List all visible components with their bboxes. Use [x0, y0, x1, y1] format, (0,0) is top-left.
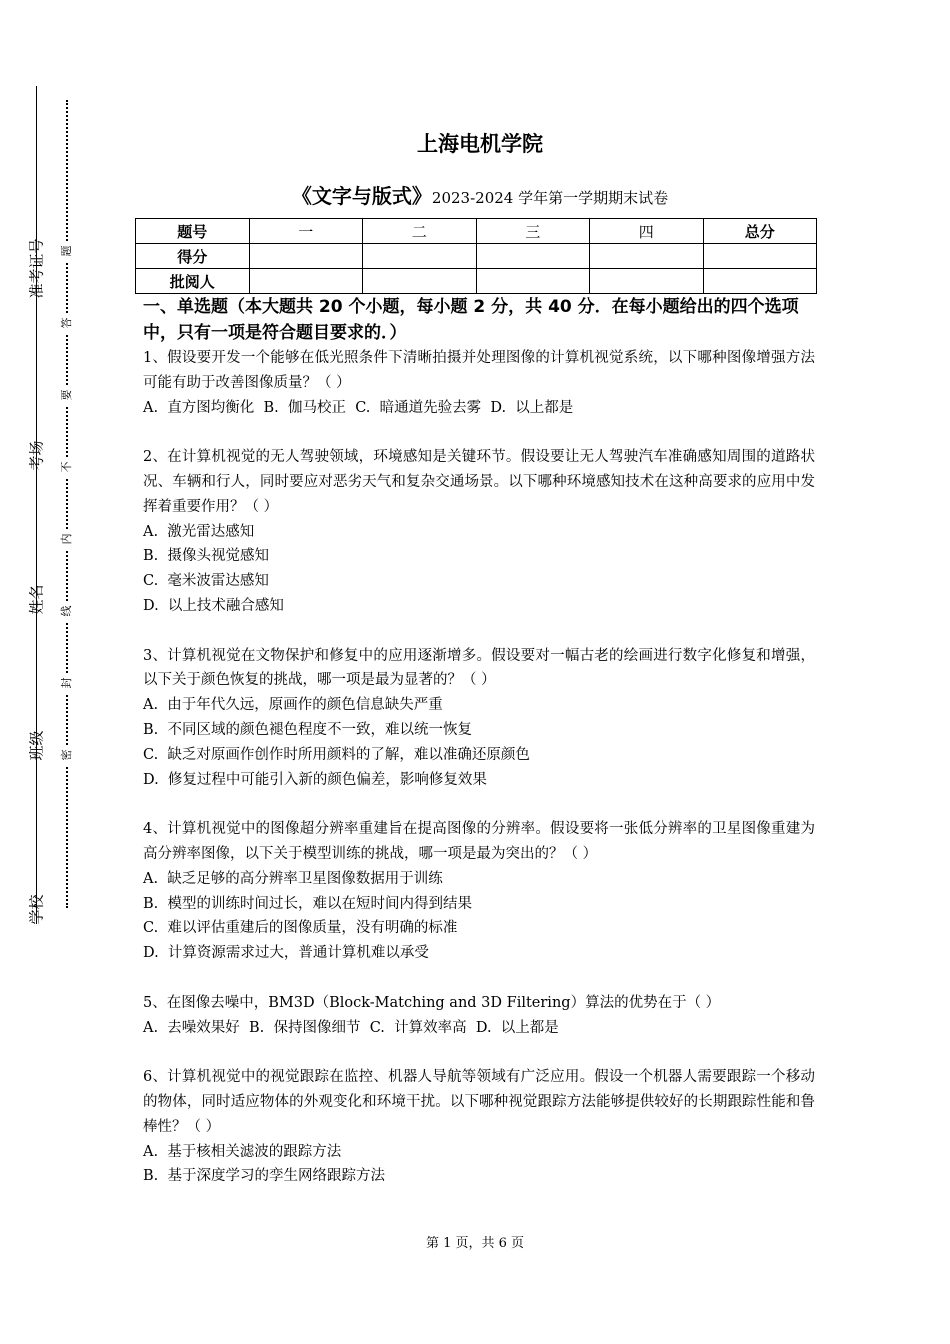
question-stem: 6、计算机视觉中的视觉跟踪在监控、机器人导航等领域有广泛应用。假设一个机器人需要跟踪一个移动的物体，同时适应物体的外观变化和环境干扰。以下哪种视觉跟踪方法能够提供较好的长期跟踪性能和鲁棒性？（ ） — [143, 1069, 815, 1135]
score-cell[interactable] — [476, 269, 590, 294]
option-b: B. 基于深度学习的孪生网络跟踪方法 — [143, 1168, 385, 1185]
option-c: C. 毫米波雷达感知 — [143, 573, 269, 590]
page-footer: 第 1 页，共 6 页 — [425, 1236, 525, 1251]
option-d: D. 修复过程中可能引入新的颜色偏差，影响修复效果 — [143, 771, 487, 788]
binding-char: 不 — [60, 457, 74, 477]
question-2 — [143, 445, 815, 619]
question-1 — [143, 346, 815, 420]
option-c: C. 难以评估重建后的图像质量，没有明确的标准 — [143, 920, 458, 937]
option-a: A. 激光雷达感知 — [143, 523, 255, 540]
course-name: 《文字与版式》 — [291, 184, 432, 208]
score-cell[interactable] — [590, 244, 704, 269]
score-table-row — [136, 269, 817, 294]
option-b: B. 模型的训练时间过长，难以在短时间内得到结果 — [143, 895, 472, 912]
score-header-cell: 总分 — [703, 219, 817, 244]
question-options: A. 直方图均衡化 B. 伽马校正 C. 暗通道先验去雾 D. 以上都是 — [143, 399, 574, 416]
score-header-cell: 三 — [476, 219, 590, 244]
option-a: A. 缺乏足够的高分辨率卫星图像数据用于训练 — [143, 870, 443, 887]
school-name: 上海电机学院 — [417, 132, 543, 156]
question-stem: 5、在图像去噪中，BM3D（Block-Matching and 3D Filtering）算法的优势在于（ ） — [143, 994, 721, 1011]
question-stem: 3、计算机视觉在文物保护和修复中的应用逐渐增多。假设要对一幅古老的绘画进行数字化修复和增强，以下关于颜色恢复的挑战，哪一项是最为显著的？（ ） — [143, 647, 815, 689]
question-5 — [143, 991, 815, 1041]
option-d: D. 计算资源需求过大，普通计算机难以承受 — [143, 945, 429, 962]
option-c: C. 缺乏对原画作创作时所用颜料的了解，难以准确还原颜色 — [143, 746, 530, 763]
question-stem: 4、计算机视觉中的图像超分辨率重建旨在提高图像的分辨率。假设要将一张低分辨率的卫星图像重建为高分辨率图像，以下关于模型训练的挑战，哪一项是最为突出的？（ ） — [143, 821, 815, 862]
option-b: B. 不同区域的颜色褪色程度不一致，难以统一恢复 — [143, 721, 472, 738]
binding-margin — [0, 0, 120, 1344]
binding-char: 密 — [60, 745, 74, 765]
binding-dotted-line — [66, 100, 68, 908]
score-cell[interactable] — [363, 244, 477, 269]
class-label: 班级 — [27, 730, 46, 761]
binding-char: 答 — [60, 313, 74, 333]
question-6 — [143, 1065, 815, 1189]
binding-char: 要 — [60, 385, 74, 405]
option-b: B. 摄像头视觉感知 — [143, 548, 269, 565]
score-cell[interactable] — [476, 244, 590, 269]
question-stem: 2、在计算机视觉的无人驾驶领域，环境感知是关键环节。假设要让无人驾驶汽车准确感知周围的道路状况、车辆和行人，同时要应对恶劣天气和复杂交通场景。以下哪种环境感知技术在这种高要求的应用中发挥着重要作用？（ ） — [143, 449, 815, 515]
score-table-row — [136, 244, 817, 269]
binding-char: 题 — [60, 241, 74, 261]
term-info: 2023-2024 学年第一学期期末试卷 — [431, 189, 669, 207]
option-d: D. 以上技术融合感知 — [143, 597, 284, 614]
score-table-header-row — [136, 219, 817, 244]
exam-title — [140, 180, 820, 209]
score-header-cell: 题号 — [136, 219, 250, 244]
score-cell[interactable] — [590, 269, 704, 294]
option-a: A. 基于核相关滤波的跟踪方法 — [143, 1143, 342, 1160]
name-label: 姓名 — [27, 584, 46, 615]
binding-char: 线 — [60, 601, 74, 621]
school-label: 学校 — [27, 894, 46, 925]
score-cell[interactable] — [363, 269, 477, 294]
question-list — [143, 346, 815, 1214]
score-cell[interactable] — [703, 269, 817, 294]
binding-char: 内 — [60, 529, 74, 549]
option-a: A. 由于年代久远，原画作的颜色信息缺失严重 — [143, 697, 443, 714]
score-cell[interactable] — [249, 269, 363, 294]
binding-char: 封 — [60, 673, 74, 693]
question-4 — [143, 817, 815, 966]
score-header-cell: 一 — [249, 219, 363, 244]
binding-solid-line — [36, 86, 37, 924]
score-header-cell: 四 — [590, 219, 704, 244]
score-header-cell: 二 — [363, 219, 477, 244]
exam-room-label: 考场 — [27, 440, 46, 471]
score-row-label: 批阅人 — [136, 269, 250, 294]
score-cell[interactable] — [703, 244, 817, 269]
question-options: A. 去噪效果好 B. 保持图像细节 C. 计算效率高 D. 以上都是 — [143, 1019, 559, 1036]
score-table — [135, 218, 817, 294]
score-row-label: 得分 — [136, 244, 250, 269]
question-stem: 1、假设要开发一个能够在低光照条件下清晰拍摄并处理图像的计算机视觉系统，以下哪种图像增强方法可能有助于改善图像质量？（ ） — [143, 350, 815, 391]
section-heading: 一、单选题（本大题共 20 个小题，每小题 2 分，共 40 分．在每小题给出的四个选项中，只有一项是符合题目要求的．） — [143, 297, 799, 343]
score-cell[interactable] — [249, 244, 363, 269]
exam-id-label: 准考证号 — [27, 238, 46, 299]
question-3 — [143, 644, 815, 793]
